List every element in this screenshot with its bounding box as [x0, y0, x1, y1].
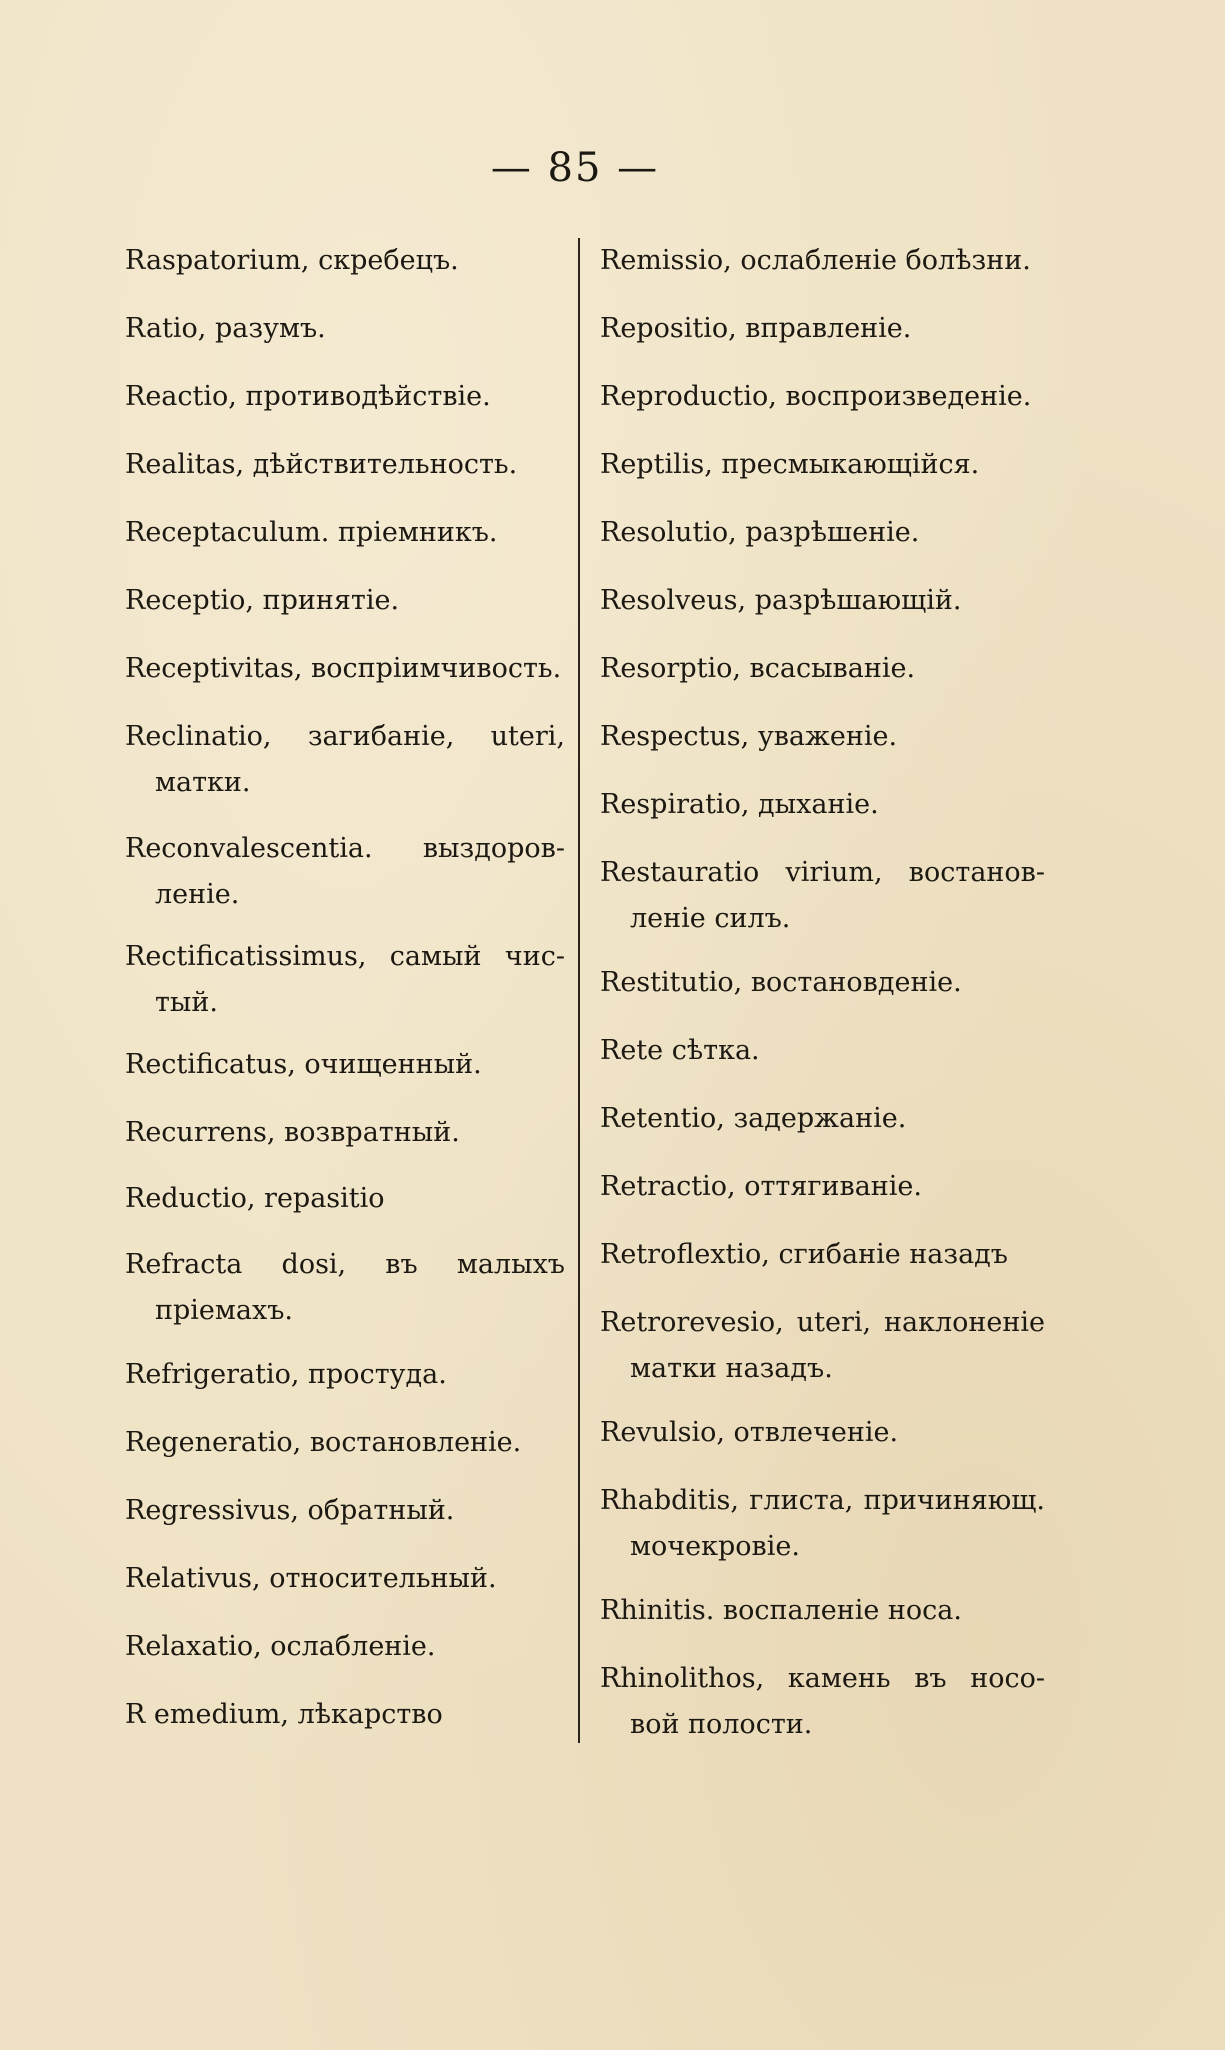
entry-first-line: [125, 578, 565, 624]
entry-first-line: [600, 1028, 1045, 1074]
entry-continuation: леніе.: [155, 879, 240, 910]
entry-term: Regressivus,: [125, 1495, 299, 1526]
entry-first-line: [125, 1242, 565, 1288]
entry-first-line: [125, 1692, 565, 1738]
dictionary-entry: [600, 1656, 1045, 1748]
entry-first-line: [600, 1478, 1045, 1524]
entry-term: Rete: [600, 1035, 664, 1066]
entry-first-line: [125, 510, 565, 556]
entry-first-line: [125, 714, 565, 760]
entry-term: Realitas,: [125, 449, 245, 480]
entry-first-line: [125, 1420, 565, 1466]
entry-continuation: матки назадъ.: [630, 1353, 833, 1384]
entry-gloss: относительный.: [269, 1563, 497, 1594]
entry-term: Respiratio,: [600, 789, 750, 820]
entry-continuation: вой полости.: [630, 1709, 813, 1740]
entry-gloss: противодѣйствіе.: [245, 381, 491, 412]
entry-gloss: разумъ.: [214, 313, 326, 344]
dictionary-entry: [125, 1488, 565, 1534]
entry-first-line: [600, 646, 1045, 692]
dictionary-entry: [600, 1410, 1045, 1456]
entry-first-line: [125, 1624, 565, 1670]
entry-term: Restitutio,: [600, 967, 743, 998]
dictionary-entry: [600, 1588, 1045, 1634]
dictionary-entry: [600, 306, 1045, 352]
dictionary-entry: [125, 1692, 565, 1738]
entry-first-line: [125, 646, 565, 692]
entry-gloss: принятіе.: [262, 585, 400, 616]
entry-term: Relativus,: [125, 1563, 261, 1594]
entry-gloss: uteri, наклоненіе: [796, 1307, 1045, 1338]
entry-term: Reactio,: [125, 381, 237, 412]
entry-term: Receptaculum.: [125, 517, 330, 548]
entry-gloss: дѣйствительность.: [252, 449, 518, 480]
entry-term: Raspatorium,: [125, 245, 310, 276]
entry-gloss: лѣкарство: [297, 1699, 443, 1730]
dictionary-entry: [125, 1110, 565, 1156]
entry-gloss: вправленіе.: [745, 313, 912, 344]
entry-gloss: возвратный.: [284, 1117, 460, 1148]
entry-gloss: очищенный.: [304, 1049, 482, 1080]
entry-term: Retrorevesio,: [600, 1307, 784, 1338]
entry-term: Reproductio,: [600, 381, 777, 412]
entry-term: Relaxatio,: [125, 1631, 262, 1662]
dictionary-entry: [125, 934, 565, 1026]
dictionary-entry: [600, 782, 1045, 828]
entry-term: Resorptio,: [600, 653, 741, 684]
dictionary-entry: [600, 1028, 1045, 1074]
dictionary-entry: [600, 578, 1045, 624]
entry-gloss: пресмыкающійся.: [721, 449, 980, 480]
entry-first-line: [125, 238, 565, 284]
entry-term: R emedium,: [125, 1699, 289, 1730]
entry-first-line: [125, 306, 565, 352]
entry-term: Rhinolithos,: [600, 1663, 765, 1694]
dictionary-entry: [125, 510, 565, 556]
entry-first-line: [600, 374, 1045, 420]
dictionary-entry: [600, 850, 1045, 942]
entry-first-line: [600, 850, 1045, 896]
entry-term: Remissio,: [600, 245, 732, 276]
dictionary-entry: [125, 646, 565, 692]
entry-first-line: [600, 442, 1045, 488]
dictionary-entry: [125, 442, 565, 488]
entry-first-line: [600, 578, 1045, 624]
entry-term: Rectificatissimus,: [125, 941, 367, 972]
dictionary-entry: [600, 1232, 1045, 1278]
entry-gloss: задержаніе.: [733, 1103, 907, 1134]
entry-term: Refrigeratio,: [125, 1359, 300, 1390]
entry-gloss: оттягиваніе.: [744, 1171, 922, 1202]
entry-term: Retentio,: [600, 1103, 725, 1134]
entry-first-line: [125, 1556, 565, 1602]
entry-gloss: repasitio: [264, 1183, 385, 1214]
entry-gloss: воспаленіе носа.: [722, 1595, 962, 1626]
entry-first-line: [600, 960, 1045, 1006]
entry-term: Recurrens,: [125, 1117, 276, 1148]
entry-first-line: [600, 1164, 1045, 1210]
entry-continuation: пріемахъ.: [155, 1295, 293, 1326]
entry-term: Resolveus,: [600, 585, 747, 616]
dictionary-entry: [125, 1242, 565, 1334]
dictionary-entry: [125, 374, 565, 420]
entry-term: Revulsio,: [600, 1417, 725, 1448]
entry-continuation: матки.: [155, 767, 251, 798]
entry-term: Reconvalescentia.: [125, 833, 373, 864]
entry-first-line: [600, 1232, 1045, 1278]
entry-gloss: обратный.: [307, 1495, 455, 1526]
entry-gloss: сгибаніе назадъ: [778, 1239, 1008, 1270]
entry-first-line: [125, 826, 565, 872]
entry-first-line: [600, 1588, 1045, 1634]
entry-first-line: [600, 1656, 1045, 1702]
entry-term: Rectificatus,: [125, 1049, 296, 1080]
dictionary-entry: [125, 826, 565, 918]
dictionary-entry: [600, 1300, 1045, 1392]
dictionary-entry: [600, 1164, 1045, 1210]
entry-first-line: [125, 1110, 565, 1156]
entry-continuation: мочекровіе.: [630, 1531, 800, 1562]
dictionary-entry: [600, 238, 1045, 284]
entry-first-line: [125, 1488, 565, 1534]
dictionary-entry: [600, 510, 1045, 556]
entry-first-line: [600, 510, 1045, 556]
entry-first-line: [600, 714, 1045, 760]
entry-term: Reductio,: [125, 1183, 256, 1214]
entry-gloss: virium, востанов-: [785, 857, 1045, 888]
entry-gloss: простуда.: [308, 1359, 447, 1390]
dictionary-entry: [125, 578, 565, 624]
entry-term: Ratio,: [125, 313, 207, 344]
dictionary-entry: [125, 238, 565, 284]
entry-term: Rhabditis,: [600, 1485, 739, 1516]
entry-gloss: dosi, въ малыхъ: [281, 1249, 565, 1280]
dictionary-entry: [125, 1042, 565, 1088]
entry-first-line: [125, 1042, 565, 1088]
entry-term: Refracta: [125, 1249, 243, 1280]
entry-gloss: пріемникъ.: [337, 517, 498, 548]
dictionary-entry: [600, 374, 1045, 420]
entry-gloss: сѣтка.: [671, 1035, 760, 1066]
page-number: — 85 —: [490, 145, 660, 191]
entry-first-line: [600, 1410, 1045, 1456]
entry-first-line: [600, 1300, 1045, 1346]
entry-first-line: [125, 374, 565, 420]
entry-term: Regeneratio,: [125, 1427, 302, 1458]
dictionary-entry: [125, 714, 565, 806]
entry-gloss: отвлеченіе.: [733, 1417, 899, 1448]
entry-gloss: разрѣшеніе.: [745, 517, 920, 548]
entry-first-line: [125, 1352, 565, 1398]
entry-gloss: воспріимчивость.: [311, 653, 562, 684]
entry-term: Reptilis,: [600, 449, 713, 480]
entry-gloss: загибаніе, uteri,: [307, 721, 565, 752]
entry-gloss: дыханіе.: [758, 789, 879, 820]
entry-continuation: тый.: [155, 987, 219, 1018]
dictionary-entry: [125, 1624, 565, 1670]
entry-first-line: [600, 306, 1045, 352]
dictionary-entry: [600, 442, 1045, 488]
entry-gloss: востановденіе.: [750, 967, 962, 998]
dictionary-entry: [125, 1352, 565, 1398]
entry-term: Retroflextio,: [600, 1239, 770, 1270]
dictionary-entry: [125, 1556, 565, 1602]
dictionary-entry: [600, 714, 1045, 760]
entry-term: Repositio,: [600, 313, 737, 344]
entry-gloss: всасываніе.: [749, 653, 916, 684]
entry-first-line: [600, 782, 1045, 828]
entry-gloss: ослабленіе.: [270, 1631, 436, 1662]
dictionary-entry: [600, 646, 1045, 692]
entry-gloss: уваженіе.: [757, 721, 898, 752]
entry-term: Respectus,: [600, 721, 750, 752]
dictionary-entry: [600, 1478, 1045, 1570]
entry-gloss: востановленіе.: [309, 1427, 522, 1458]
dictionary-entry: [125, 306, 565, 352]
entry-term: Resolutio,: [600, 517, 737, 548]
entry-continuation: леніе силъ.: [630, 903, 791, 934]
dictionary-entry: [600, 1096, 1045, 1142]
entry-term: Rhinitis.: [600, 1595, 715, 1626]
entry-term: Retractio,: [600, 1171, 736, 1202]
dictionary-entry: [600, 960, 1045, 1006]
entry-gloss: камень въ носо-: [787, 1663, 1045, 1694]
dictionary-entry: [125, 1420, 565, 1466]
entry-gloss: глиста, причиняющ.: [749, 1485, 1045, 1516]
entry-term: Reclinatio,: [125, 721, 272, 752]
entry-term: Receptivitas,: [125, 653, 303, 684]
column-divider: [578, 238, 580, 1743]
entry-first-line: [600, 238, 1045, 284]
entry-gloss: разрѣшающій.: [754, 585, 962, 616]
entry-first-line: [600, 1096, 1045, 1142]
dictionary-entry: [125, 1176, 565, 1222]
entry-gloss: самый чис-: [389, 941, 565, 972]
entry-term: Receptio,: [125, 585, 255, 616]
entry-gloss: выздоров-: [422, 833, 565, 864]
entry-first-line: [125, 934, 565, 980]
entry-gloss: воспроизведеніе.: [785, 381, 1032, 412]
entry-gloss: ослабленіе болѣзни.: [740, 245, 1031, 276]
entry-first-line: [125, 1176, 565, 1222]
entry-term: Restauratio: [600, 857, 760, 888]
entry-gloss: скребецъ.: [318, 245, 459, 276]
entry-first-line: [125, 442, 565, 488]
